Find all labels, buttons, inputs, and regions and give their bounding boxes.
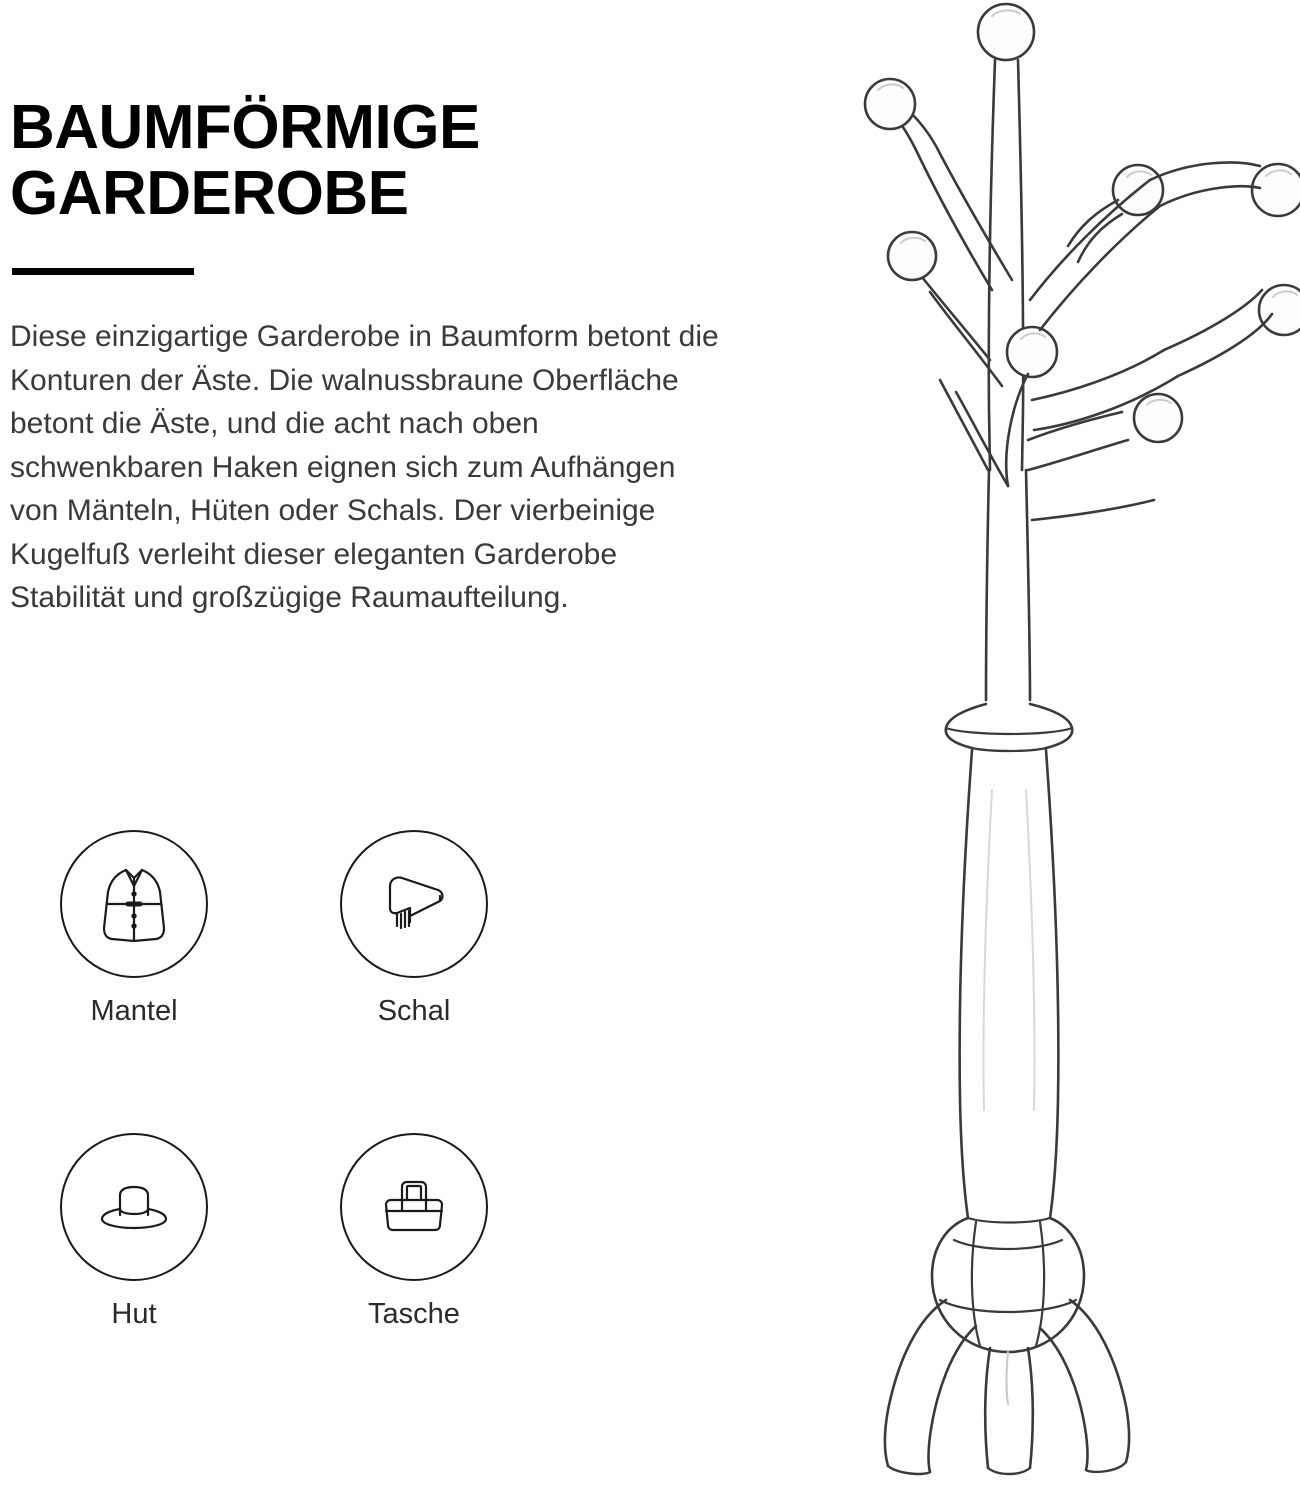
coat-icon [60, 830, 208, 978]
feature-item-schal [340, 830, 620, 1028]
description-text: Diese einzigartige Garderobe in Baumform betont die Konturen der Äste. Die walnussbraune Oberfläche betont die Äste, und die acht nach oben schwenkbaren Haken eignen sich zum Aufhängen von Mänteln, Hüten oder Schals. Der vierbeinige Kugelfuß verleiht dieser eleganten Garderobe Stabilität und großzügige Raumaufteilung. [10, 320, 719, 615]
feature-item-hut [60, 1133, 340, 1331]
feature-item-mantel [60, 830, 340, 1028]
title-divider [12, 268, 194, 275]
hat-icon [60, 1133, 208, 1281]
bag-icon [340, 1133, 488, 1281]
feature-item-tasche [340, 1133, 620, 1331]
feature-row-1 [60, 830, 620, 1028]
text-column [10, 95, 740, 620]
feature-icon-grid [60, 830, 620, 1436]
headline-line-1: BAUMFÖRMIGE [10, 93, 480, 162]
feature-label-schal: Schal [377, 995, 451, 1027]
page-title [10, 95, 740, 226]
feature-row-2 [60, 1133, 620, 1331]
feature-label-tasche: Tasche [368, 1297, 460, 1330]
headline-line-2: GARDEROBE [10, 158, 409, 228]
feature-label-mantel: Mantel [90, 995, 178, 1027]
scarf-icon [340, 830, 488, 978]
feature-label-hut: Hut [111, 1297, 157, 1330]
product-image [740, 0, 1300, 1500]
